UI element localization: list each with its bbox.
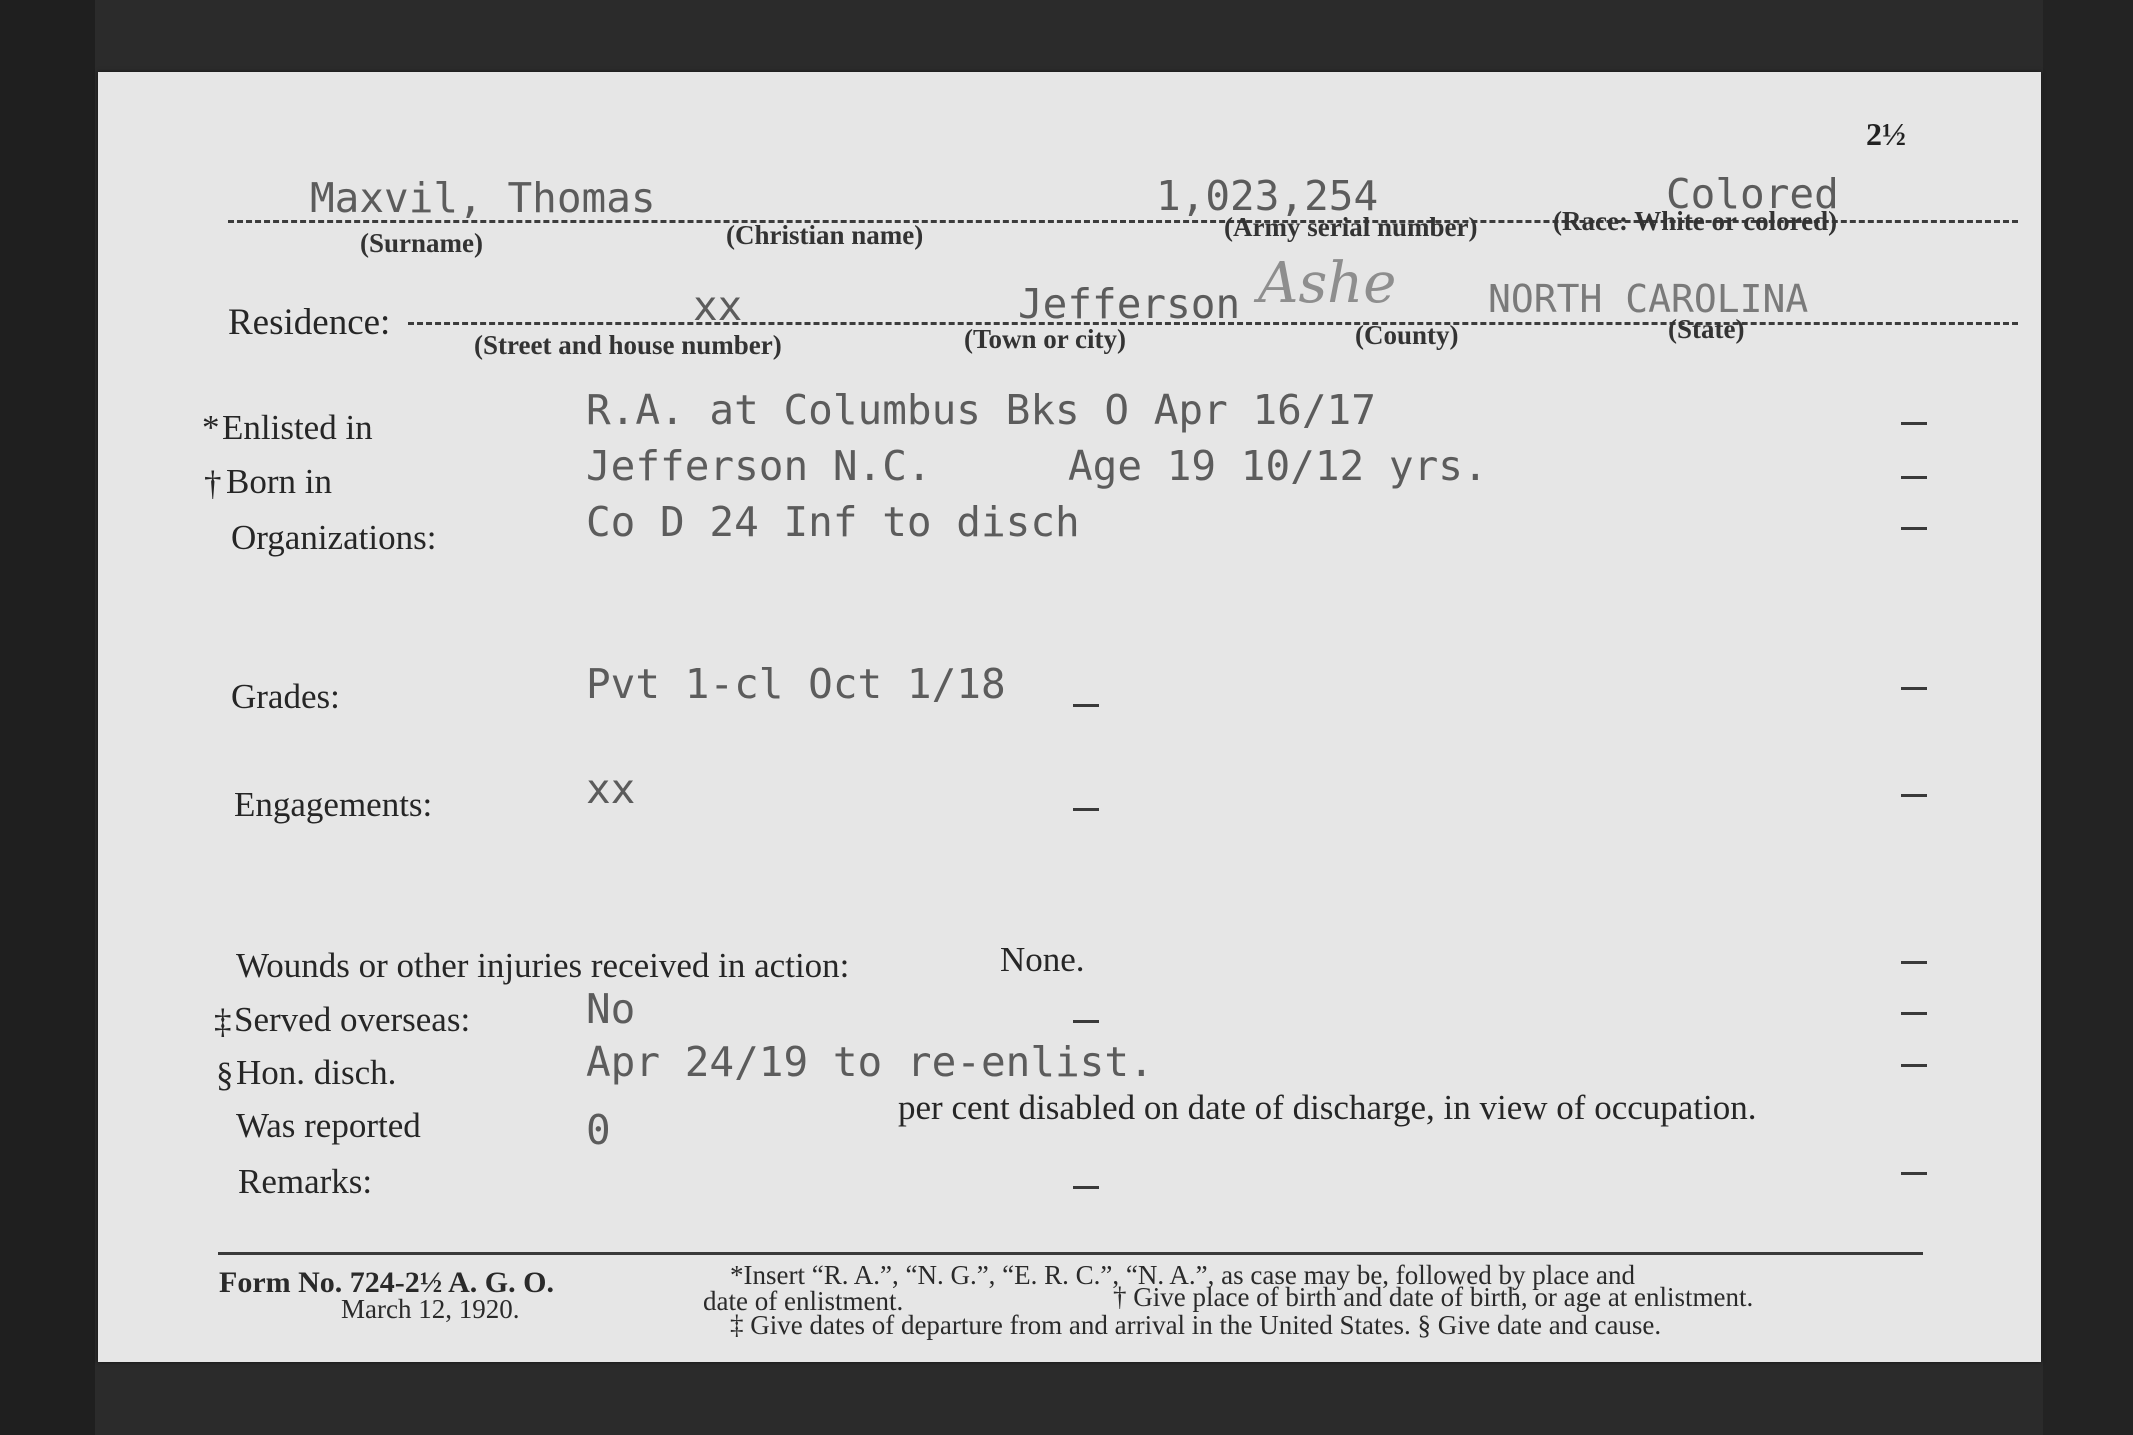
born-label: Born in (226, 462, 332, 501)
scan-edge-right (2043, 0, 2133, 1435)
serial-number-value: 1,023,254 (1156, 172, 1379, 220)
born-end-dash (1901, 476, 1927, 479)
enlisted-value: R.A. at Columbus Bks O Apr 16/17 (586, 386, 1376, 434)
hon-disch-label: Hon. disch. (236, 1053, 397, 1092)
born-mark: † (204, 464, 222, 503)
form-number: Form No. 724-2½ A. G. O. (219, 1266, 554, 1299)
hon-disch-end-dash (1901, 1064, 1927, 1067)
born-value: Jefferson N.C. (586, 442, 932, 490)
overseas-value-dash (1073, 1020, 1099, 1023)
town-caption: (Town or city) (964, 324, 1126, 354)
hon-disch-value: Apr 24/19 to re-enlist. (586, 1038, 1154, 1086)
wounds-end-dash (1901, 961, 1927, 964)
overseas-label: Served overseas: (234, 1000, 471, 1039)
born-age-value: Age 19 10/12 yrs. (1068, 442, 1488, 490)
grades-value: Pvt 1-cl Oct 1/18 (586, 660, 1006, 708)
footnote-line-3: ‡ Give dates of departure from and arrival in the United States. § Give date and cause. (730, 1310, 1662, 1340)
footer-rule (218, 1252, 1923, 1255)
hon-disch-mark: § (216, 1055, 234, 1094)
footnote-line-2a: date of enlistment. (703, 1286, 904, 1316)
engagements-label: Engagements: (234, 785, 433, 824)
remarks-value-dash (1073, 1186, 1099, 1189)
county-caption: (County) (1355, 320, 1459, 350)
form-date: March 12, 1920. (341, 1294, 520, 1324)
wounds-value: None. (1000, 940, 1085, 979)
engagements-end-dash (1901, 794, 1927, 797)
scan-edge-left (0, 0, 95, 1435)
organizations-value: Co D 24 Inf to disch (586, 498, 1080, 546)
race-caption: (Race: White or colored) (1553, 206, 1838, 236)
reported-value: 0 (586, 1106, 611, 1154)
corner-number: 2½ (1866, 116, 1906, 152)
service-record-card (98, 72, 2041, 1362)
state-caption: (State) (1668, 314, 1745, 344)
organizations-end-dash (1901, 527, 1927, 530)
engagements-value-dash (1073, 808, 1099, 811)
enlisted-label: Enlisted in (222, 408, 373, 447)
residence-county-value: Ashe (1258, 251, 1397, 316)
serial-caption: (Army serial number) (1224, 212, 1478, 242)
reported-label: Was reported (236, 1106, 421, 1145)
christian-name-caption: (Christian name) (726, 220, 924, 250)
overseas-value: No (586, 985, 636, 1033)
remarks-label: Remarks: (238, 1162, 373, 1201)
enlisted-mark: * (202, 408, 220, 447)
overseas-end-dash (1901, 1012, 1927, 1015)
residence-label: Residence: (228, 302, 391, 343)
reported-suffix: per cent disabled on date of discharge, in view of occupation. (898, 1088, 1757, 1127)
enlisted-end-dash (1901, 422, 1927, 425)
race-value: Colored (1666, 170, 1839, 218)
surname-caption: (Surname) (360, 228, 483, 258)
street-caption: (Street and house number) (474, 330, 782, 360)
residence-state-value: NORTH CAROLINA (1488, 277, 1809, 321)
overseas-mark: ‡ (214, 1002, 232, 1041)
residence-town-value: Jefferson (1018, 280, 1241, 328)
name-value: Maxvil, Thomas (310, 174, 656, 222)
grades-value-dash (1073, 704, 1099, 707)
grades-label: Grades: (231, 677, 340, 716)
residence-street-value: xx (693, 282, 743, 330)
wounds-label: Wounds or other injuries received in action: (236, 946, 850, 985)
footnote-line-2b: † Give place of birth and date of birth, or age at enlistment. (1113, 1282, 1754, 1312)
organizations-label: Organizations: (231, 518, 437, 557)
residence-line (408, 322, 2018, 325)
remarks-end-dash (1901, 1172, 1927, 1175)
engagements-value: xx (586, 765, 636, 813)
footnote-line-1: *Insert “R. A.”, “N. G.”, “E. R. C.”, “N. A.”, as case may be, followed by place and (730, 1260, 1635, 1290)
grades-end-dash (1901, 687, 1927, 690)
